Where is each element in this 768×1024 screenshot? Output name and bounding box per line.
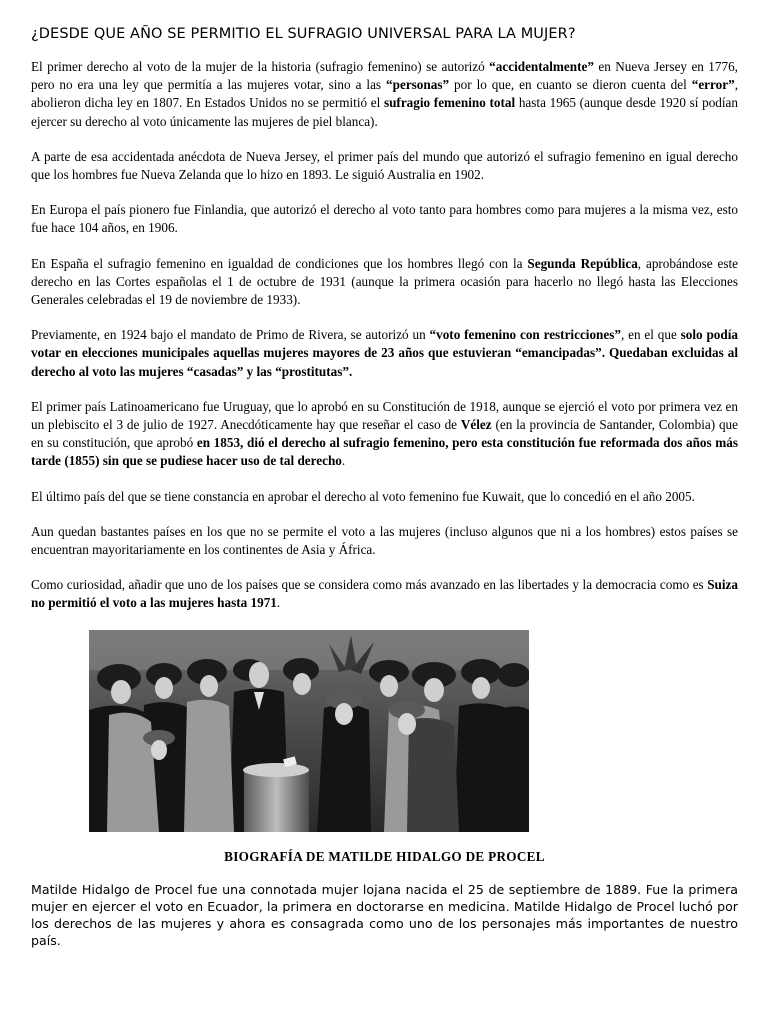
text-run: En Europa el país pionero fue Finlandia, que autorizó el derecho al voto tanto para hombres como para mujeres a la misma vez, esto fue hace 104 años, en 1906.: [31, 202, 738, 236]
text-run: .: [341, 453, 346, 469]
text-run: Aun quedan bastantes países en los que no se permite el voto a las mujeres (incluso algunos que ni a los hombres) estos países se encuentran mayoritariamente en los continentes de Asia y África.: [31, 523, 738, 558]
bold-text-run: “error”: [691, 77, 735, 93]
text-run: , aprobándose este derecho en las Cortes españolas el 1 de octubre de 1931 (aunque la primera ocasión para hacerlo no llegó hasta las Elecciones Generales celebradas el 19 de noviembre de 1933).: [31, 255, 738, 308]
bold-text-run: en 1853, dió el derecho al sufragio femenino, pero esta constitución fue reformada dos años más tarde (1855) sin que se pudiese hacer uso de tal derecho: [31, 435, 739, 469]
body-paragraph: [31, 576, 738, 612]
text-run: Como curiosidad, añadir que uno de los países que se considera como más avanzado en las libertades y la democracia como es: [31, 577, 708, 593]
bold-text-run: “accidentalmente”: [489, 59, 594, 74]
article-body: [31, 58, 738, 613]
text-run: hasta 1965 (aunque desde 1920 sí podían ejercer su derecho al voto únicamente las mujeres de piel blanca).: [31, 95, 738, 129]
text-run: (en la provincia de Santander, Colombia) que en su constitución, que aprobó: [31, 417, 738, 451]
text-run: En España el sufragio femenino en igualdad de condiciones que los hombres llegó con la: [31, 255, 528, 271]
text-run: Previamente, en 1924 bajo el mandato de Primo de Rivera, se autorizó un: [31, 327, 430, 343]
bold-text-run: sufragio femenino total: [383, 95, 516, 111]
body-paragraph: [31, 201, 738, 237]
text-run: en Nueva Jersey en 1776, pero no era una ley que permitía a las mujeres votar, sino a las: [31, 59, 738, 93]
body-paragraph: [31, 488, 738, 506]
body-paragraph: [31, 523, 738, 559]
body-paragraph: [31, 148, 738, 184]
document-page: [31, 26, 738, 949]
text-run: El primer país Latinoamericano fue Uruguay, que lo aprobó en su Constitución de 1918, aunque se ejerció el voto por primera vez en un plebiscito el 3 de julio de 1927. Anecdóticamente hay que reseñar el caso de: [31, 398, 738, 433]
biography-paragraph: Matilde Hidalgo de Procel fue una connotada mujer lojana nacida el 25 de septiembre de 1889. Fue la primera mujer en ejercer el voto en Ecuador, la primera en doctorarse en medicina. Matilde Hidalgo de Procel luchó por los derechos de las mujeres y ahora es consagrada como uno de los personajes más importantes de nuestro país.: [31, 881, 738, 948]
bold-text-run: Suiza no permitió el voto a las mujeres hasta 1971: [31, 577, 738, 611]
body-paragraph: [31, 58, 738, 131]
text-run: El primer derecho al voto de la mujer de la historia (sufragio femenino) se autorizó: [31, 59, 490, 74]
body-paragraph: [31, 255, 738, 310]
text-run: .: [276, 595, 281, 611]
women-voting-photo-image: [89, 630, 529, 832]
bold-text-run: “personas”: [386, 77, 450, 93]
page-title: ¿DESDE QUE AÑO SE PERMITIO EL SUFRAGIO UNIVERSAL PARA LA MUJER?: [31, 26, 576, 42]
bold-text-run: “voto femenino con restricciones”: [429, 327, 621, 343]
text-run: , en el que: [620, 327, 681, 343]
text-run: El último país del que se tiene constancia en aprobar el derecho al voto femenino fue Kuwait, que lo concedió en el año 2005.: [31, 488, 695, 504]
text-run: A parte de esa accidentada anécdota de Nueva Jersey, el primer país del mundo que autorizó el sufragio femenino en igual derecho que los hombres fue Nueva Zelanda que lo hizo en 1893. Le siguió Australia en 1902.: [31, 148, 738, 183]
text-run: por lo que, en cuanto se dieron cuenta del: [449, 77, 692, 93]
body-paragraph: [31, 326, 738, 381]
historical-photo: [89, 630, 529, 832]
bold-text-run: solo podía votar en elecciones municipales aquellas mujeres mayores de 23 años que estuvieran “emancipadas”. Quedaban excluidas al derecho al voto las mujeres “casadas” y las “prostitutas”.: [31, 327, 738, 379]
text-run: , abolieron dicha ley en 1807. En Estados Unidos no se permitió el: [31, 77, 738, 111]
biography-heading: BIOGRAFÍA DE MATILDE HIDALGO DE PROCEL: [224, 848, 545, 864]
bold-text-run: Vélez: [460, 417, 492, 433]
body-paragraph: [31, 398, 738, 471]
bold-text-run: Segunda República: [527, 255, 638, 271]
